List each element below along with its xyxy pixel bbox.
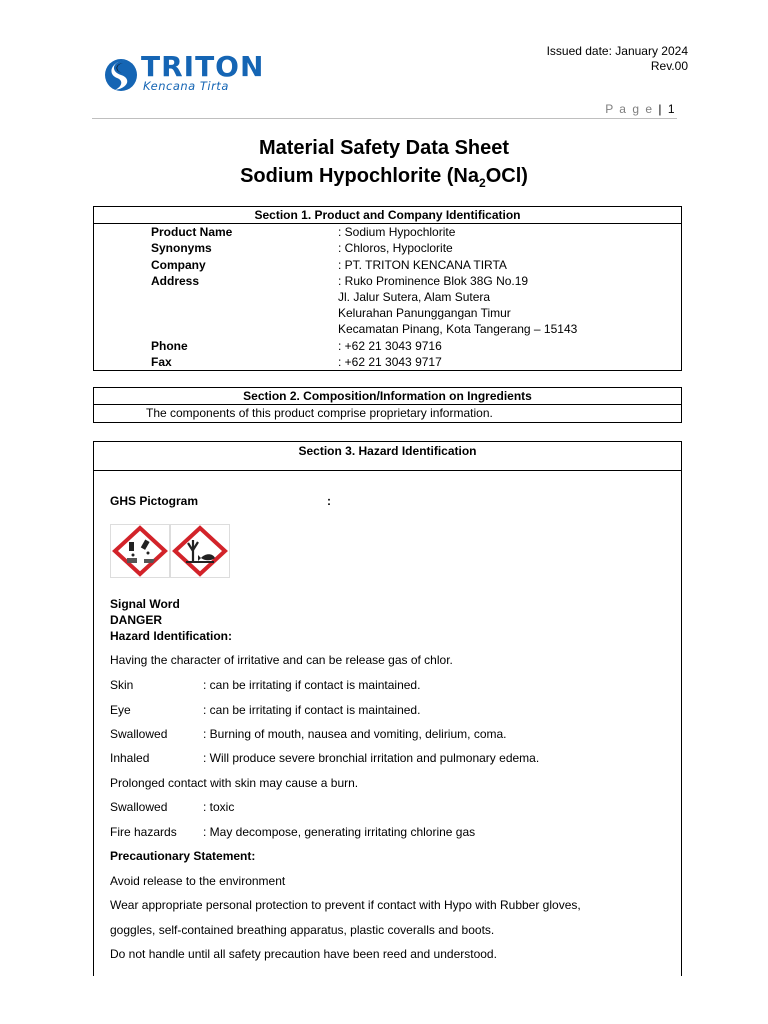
address-line: Jl. Jalur Sutera, Alam Sutera bbox=[338, 290, 491, 304]
product-title-suffix: OCl) bbox=[485, 165, 528, 187]
corrosion-pictogram-icon bbox=[110, 524, 170, 578]
company-label: Company bbox=[151, 258, 206, 272]
fax-label: Fax bbox=[151, 355, 172, 369]
header-divider bbox=[92, 118, 677, 119]
document-meta bbox=[547, 44, 688, 74]
phone-label: Phone bbox=[151, 339, 188, 353]
precaution-line: Avoid release to the environment bbox=[110, 874, 286, 888]
hazard-intro: Having the character of irritative and can be release gas of chlor. bbox=[110, 653, 453, 667]
address-line: : Ruko Prominence Blok 38G No.19 bbox=[338, 274, 529, 288]
product-name-label: Product Name bbox=[151, 225, 233, 239]
hazard-value: : May decompose, generating irritating chlorine gas bbox=[203, 825, 476, 839]
hazard-value: : can be irritating if contact is maintained. bbox=[203, 703, 421, 717]
product-title bbox=[0, 165, 768, 190]
revision: Rev.00 bbox=[650, 59, 688, 73]
hazard-label: Inhaled bbox=[110, 751, 150, 765]
hazard-label: Swallowed bbox=[110, 727, 168, 741]
signal-word-value: DANGER bbox=[110, 613, 163, 627]
ghs-pictogram-label: GHS Pictogram bbox=[110, 494, 199, 508]
logo-main-text: TRITON bbox=[141, 50, 265, 83]
hazard-value: : Will produce severe bronchial irritation and pulmonary edema. bbox=[203, 751, 540, 765]
page-separator: | bbox=[658, 102, 663, 116]
section-3-heading: Section 3. Hazard Identification bbox=[94, 442, 681, 471]
address-line: Kecamatan Pinang, Kota Tangerang – 15143 bbox=[338, 322, 578, 336]
logo-sub-text: Kencana Tirta bbox=[143, 79, 229, 93]
fax-value: : +62 21 3043 9717 bbox=[338, 355, 442, 369]
section-2-text: The components of this product comprise proprietary information. bbox=[146, 406, 493, 420]
section-1-heading: Section 1. Product and Company Identification bbox=[94, 207, 681, 224]
prolonged-contact-text: Prolonged contact with skin may cause a burn. bbox=[110, 776, 359, 790]
company-value: : PT. TRITON KENCANA TIRTA bbox=[338, 258, 507, 272]
section-2-heading: Section 2. Composition/Information on Ingredients bbox=[94, 388, 681, 405]
section-2-box bbox=[93, 387, 682, 423]
product-name-value: : Sodium Hypochlorite bbox=[338, 225, 456, 239]
page-indicator bbox=[605, 102, 676, 116]
issued-date: Issued date: January 2024 bbox=[546, 44, 688, 58]
hazard-label: Skin bbox=[110, 678, 134, 692]
phone-value: : +62 21 3043 9716 bbox=[338, 339, 442, 353]
precaution-line: Do not handle until all safety precaution have been reed and understood. bbox=[110, 947, 497, 961]
synonyms-value: : Chloros, Hypoclorite bbox=[338, 241, 453, 255]
precautionary-statement-label: Precautionary Statement: bbox=[110, 849, 256, 863]
hazard-label: Swallowed bbox=[110, 800, 168, 814]
hazard-label: Eye bbox=[110, 703, 131, 717]
precaution-line: goggles, self-contained breathing apparatus, plastic coveralls and boots. bbox=[110, 923, 495, 937]
signal-word-label: Signal Word bbox=[110, 597, 180, 611]
product-title-subscript: 2 bbox=[479, 176, 486, 190]
hazard-identification-label: Hazard Identification: bbox=[110, 629, 233, 643]
environment-pictogram-icon bbox=[170, 524, 230, 578]
hazard-value: : Burning of mouth, nausea and vomiting, delirium, coma. bbox=[203, 727, 507, 741]
hazard-label: Fire hazards bbox=[110, 825, 177, 839]
page-number: 1 bbox=[667, 102, 676, 116]
product-title-prefix: Sodium Hypochlorite (Na bbox=[240, 165, 479, 187]
precaution-line: Wear appropriate personal protection to prevent if contact with Hypo with Rubber gloves, bbox=[110, 898, 581, 912]
ghs-colon: : bbox=[327, 494, 331, 508]
section-1-box bbox=[93, 206, 682, 371]
address-line: Kelurahan Panunggangan Timur bbox=[338, 306, 511, 320]
page-word: P a g e bbox=[605, 102, 654, 116]
document-title: Material Safety Data Sheet bbox=[258, 137, 510, 159]
company-logo bbox=[103, 50, 273, 96]
synonyms-label: Synonyms bbox=[151, 241, 212, 255]
address-label: Address bbox=[151, 274, 200, 288]
triton-swirl-icon bbox=[103, 54, 139, 94]
hazard-value: : toxic bbox=[203, 800, 235, 814]
hazard-value: : can be irritating if contact is maintained. bbox=[203, 678, 421, 692]
